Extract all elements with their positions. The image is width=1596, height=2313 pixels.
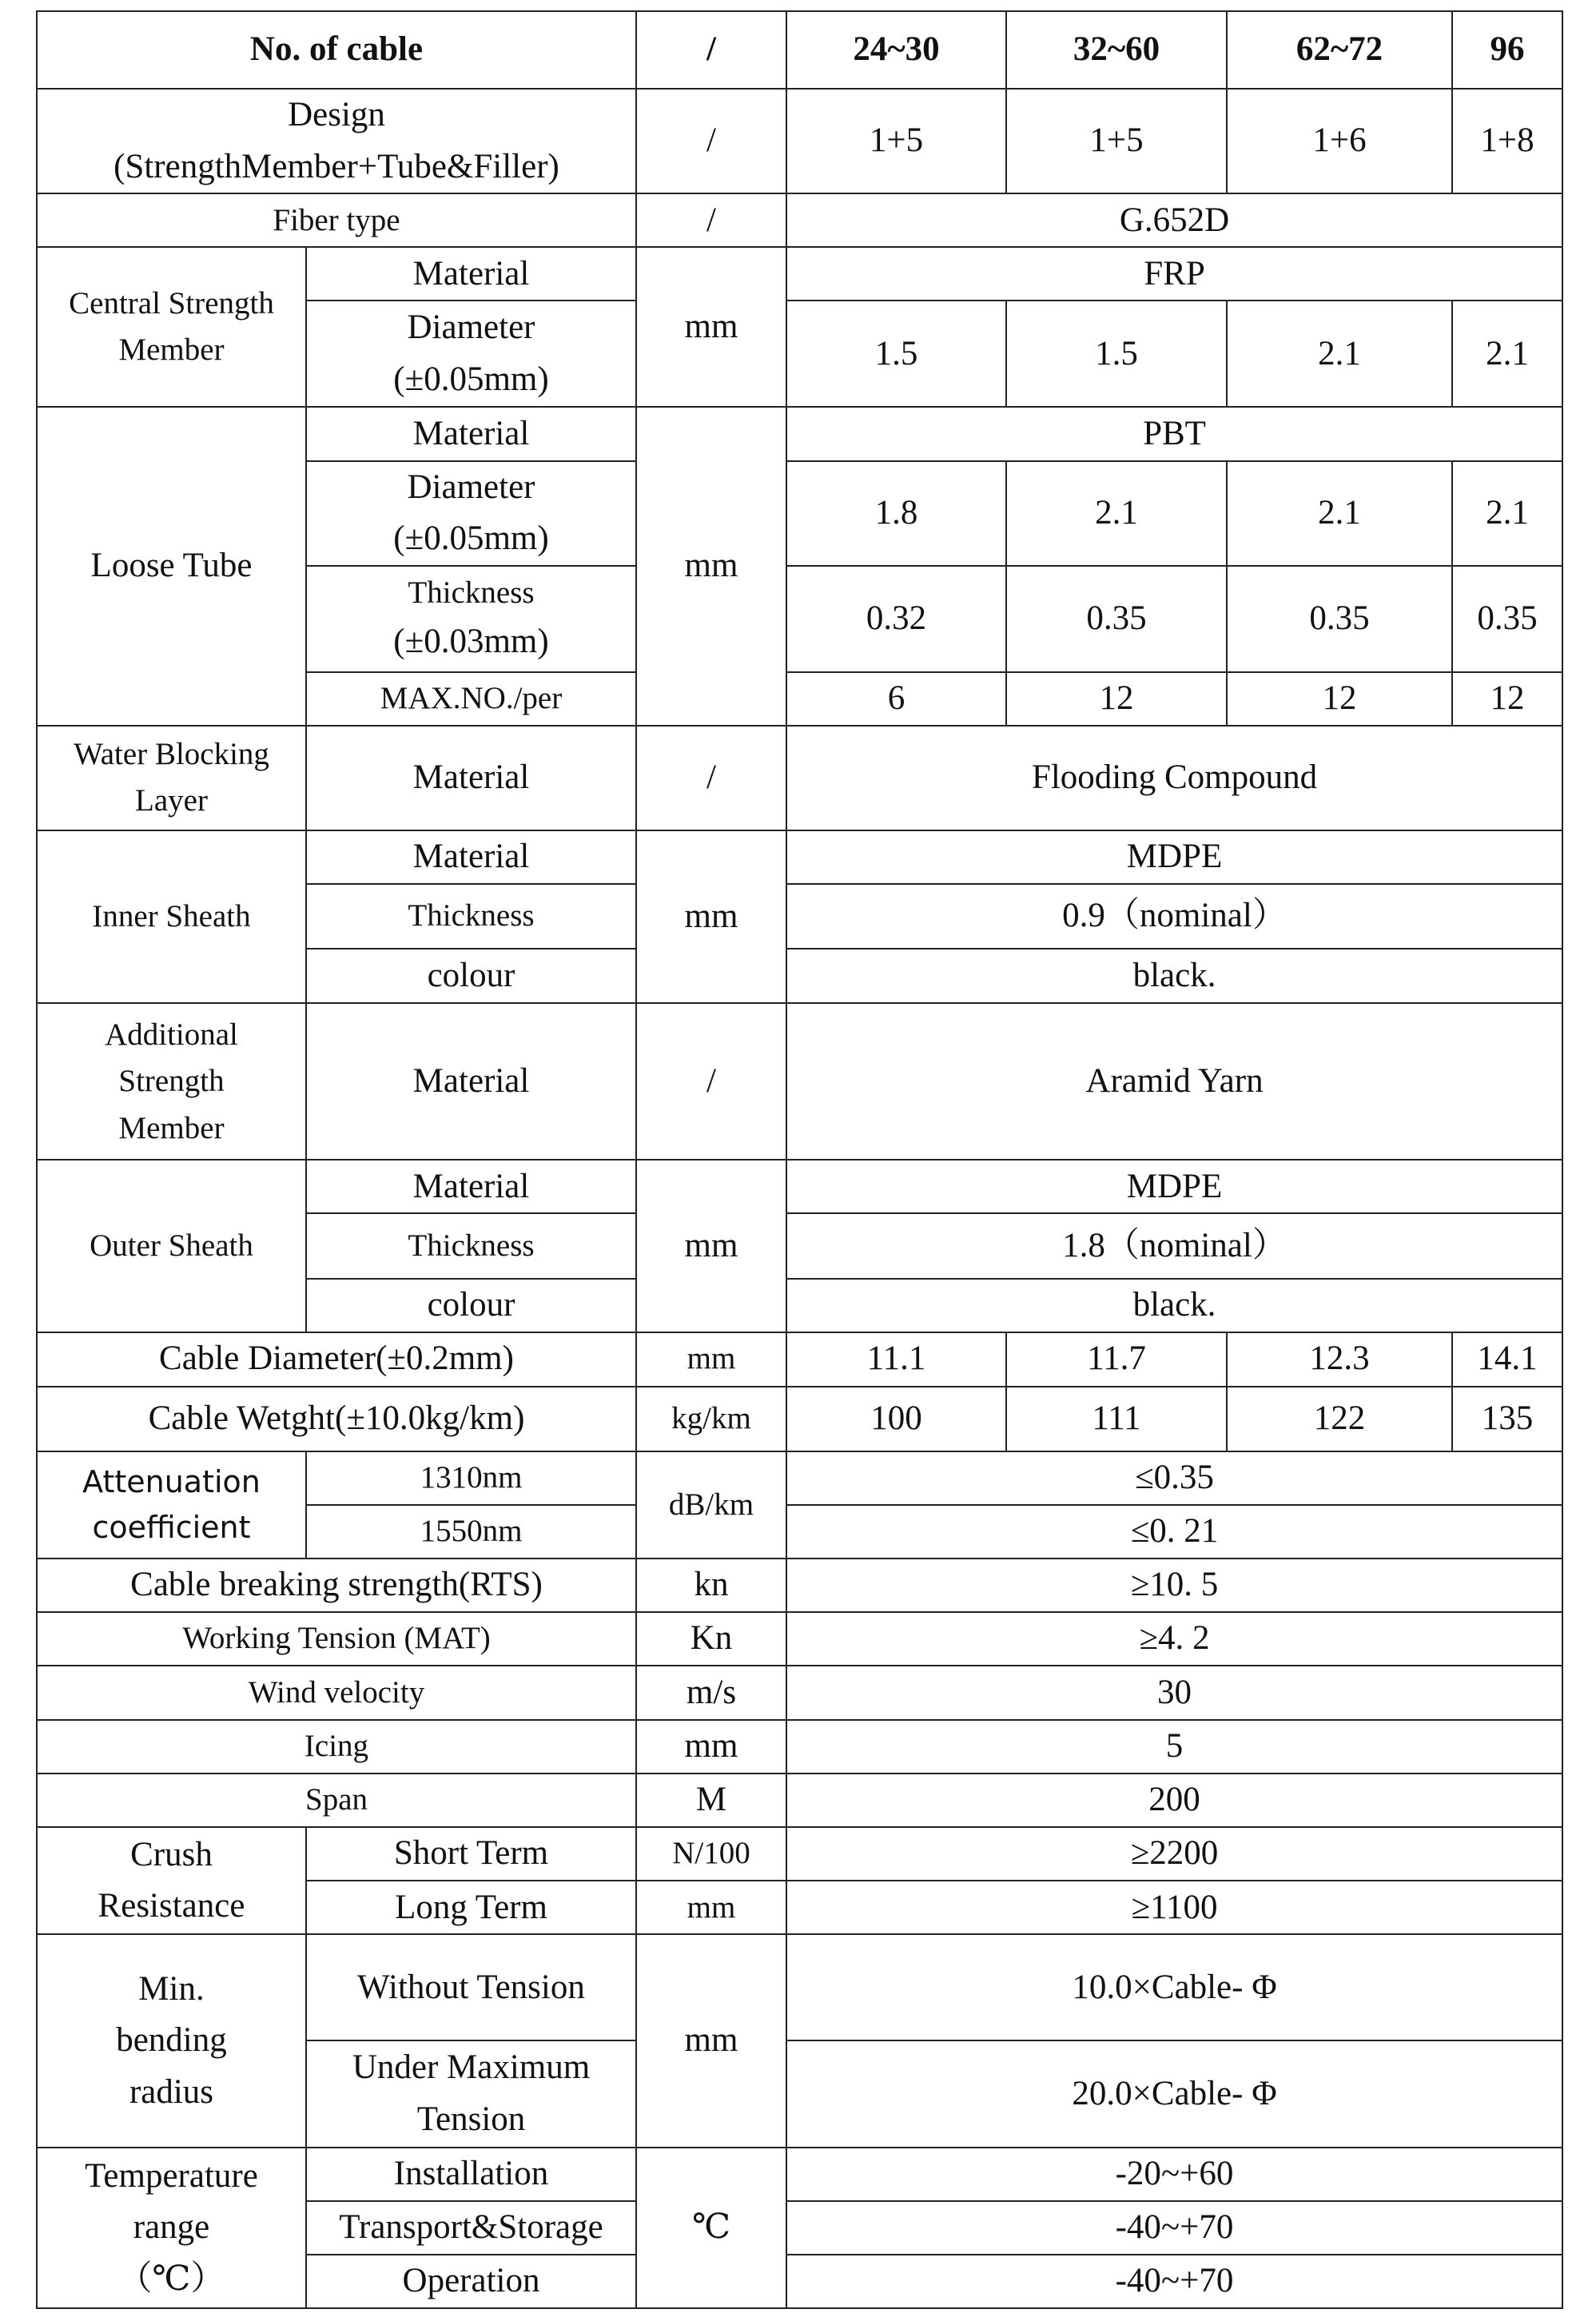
table-row-additional-strength [37, 1003, 1562, 1160]
bending-group-line1: Min. [138, 1969, 205, 2008]
csm-unit: mm [636, 247, 786, 407]
os-unit: mm [636, 1160, 786, 1332]
lt-diameter-value-1: 1.8 [786, 461, 1006, 566]
bending-under-label [306, 2040, 636, 2147]
header-unit: / [636, 11, 786, 89]
temp-group-line2: range [133, 2208, 210, 2247]
csm-diameter-label [306, 301, 636, 407]
cable-diameter-unit: mm [636, 1332, 786, 1387]
table-row-header [37, 11, 1562, 89]
lt-maxno-value-2: 12 [1006, 672, 1227, 726]
breaking-value: ≥10. 5 [786, 1559, 1562, 1612]
lt-maxno-value-3: 12 [1227, 672, 1452, 726]
wb-material-label: Material [306, 726, 636, 830]
wb-group-line1: Water Blocking [74, 736, 269, 771]
header-col-4: 96 [1452, 11, 1562, 89]
fiber-type-unit: / [636, 193, 786, 247]
design-value-2: 1+5 [1006, 89, 1227, 193]
design-unit: / [636, 89, 786, 193]
span-unit: M [636, 1774, 786, 1827]
table-row-cable-diameter [37, 1332, 1562, 1387]
cable-weight-value-2: 111 [1006, 1387, 1227, 1451]
attenuation-group-line1: Attenuation [82, 1463, 261, 1499]
table-row-cable-weight [37, 1387, 1562, 1451]
os-material-label: Material [306, 1160, 636, 1213]
os-colour-value: black. [786, 1279, 1562, 1332]
asm-unit: / [636, 1003, 786, 1160]
attenuation-group-line2: coefficient [92, 1509, 251, 1545]
attenuation-1550-label: 1550nm [306, 1505, 636, 1559]
lt-thickness-value-1: 0.32 [786, 566, 1006, 672]
crush-short-label: Short Term [306, 1827, 636, 1881]
table-row-os-material [37, 1160, 1562, 1213]
csm-group-label [37, 247, 306, 407]
working-tension-unit: Kn [636, 1612, 786, 1666]
icing-unit: mm [636, 1720, 786, 1774]
temp-group-label [37, 2148, 306, 2308]
attenuation-1310-value: ≤0.35 [786, 1451, 1562, 1505]
bending-without-label: Without Tension [306, 1934, 636, 2040]
table-row-is-material [37, 830, 1562, 884]
asm-material-value: Aramid Yarn [786, 1003, 1562, 1160]
wb-group-line2: Layer [135, 783, 208, 818]
is-colour-label: colour [306, 949, 636, 1003]
csm-material-value: FRP [786, 247, 1562, 301]
design-value-1: 1+5 [786, 89, 1006, 193]
table-row-wind-velocity [37, 1666, 1562, 1720]
table-row-water-blocking [37, 726, 1562, 830]
os-thickness-label: Thickness [306, 1213, 636, 1278]
attenuation-1310-label: 1310nm [306, 1451, 636, 1505]
crush-group-line1: Crush [130, 1835, 213, 1873]
breaking-unit: kn [636, 1559, 786, 1612]
design-value-4: 1+8 [1452, 89, 1562, 193]
csm-group-line1: Central Strength [69, 285, 274, 320]
lt-maxno-value-1: 6 [786, 672, 1006, 726]
lt-diameter-line2: (±0.05mm) [393, 520, 549, 558]
lt-group-label: Loose Tube [37, 407, 306, 725]
attenuation-1550-value: ≤0. 21 [786, 1505, 1562, 1559]
is-thickness-label: Thickness [306, 884, 636, 949]
csm-diameter-value-1: 1.5 [786, 301, 1006, 407]
is-group-label: Inner Sheath [37, 830, 306, 1003]
lt-maxno-label: MAX.NO./per [306, 672, 636, 726]
bending-group-label [37, 1934, 306, 2147]
csm-diameter-value-4: 2.1 [1452, 301, 1562, 407]
crush-long-value: ≥1100 [786, 1881, 1562, 1934]
is-colour-value: black. [786, 949, 1562, 1003]
crush-group-line2: Resistance [98, 1887, 245, 1925]
attenuation-unit: dB/km [636, 1451, 786, 1559]
crush-short-unit: N/100 [636, 1827, 786, 1881]
asm-group-label [37, 1003, 306, 1160]
os-material-value: MDPE [786, 1160, 1562, 1213]
table-row-span [37, 1774, 1562, 1827]
cable-weight-value-1: 100 [786, 1387, 1006, 1451]
header-label: No. of cable [37, 11, 636, 89]
cable-weight-value-4: 135 [1452, 1387, 1562, 1451]
wb-unit: / [636, 726, 786, 830]
temp-transport-value: -40~+70 [786, 2201, 1562, 2255]
bending-group-line3: radius [129, 2072, 214, 2111]
bending-under-value: 20.0×Cable- Φ [786, 2040, 1562, 2147]
lt-diameter-value-3: 2.1 [1227, 461, 1452, 566]
csm-diameter-line2: (±0.05mm) [393, 360, 549, 398]
asm-group-line3: Member [118, 1110, 225, 1145]
temp-group-line1: Temperature [85, 2156, 258, 2195]
lt-thickness-value-4: 0.35 [1452, 566, 1562, 672]
attenuation-group-label [37, 1451, 306, 1559]
csm-diameter-value-2: 1.5 [1006, 301, 1227, 407]
breaking-label: Cable breaking strength(RTS) [37, 1559, 636, 1612]
table-row-attenuation-1310 [37, 1451, 1562, 1505]
wind-value: 30 [786, 1666, 1562, 1720]
csm-material-label: Material [306, 247, 636, 301]
wind-unit: m/s [636, 1666, 786, 1720]
lt-unit: mm [636, 407, 786, 725]
asm-group-line2: Strength [118, 1064, 225, 1099]
fiber-type-value: G.652D [786, 193, 1562, 247]
os-thickness-value: 1.8（nominal） [786, 1213, 1562, 1278]
wind-label: Wind velocity [37, 1666, 636, 1720]
lt-thickness-label [306, 566, 636, 672]
lt-material-label: Material [306, 407, 636, 460]
temp-install-label: Installation [306, 2148, 636, 2201]
table-row-lt-material [37, 407, 1562, 460]
is-material-value: MDPE [786, 830, 1562, 884]
icing-label: Icing [37, 1720, 636, 1774]
csm-group-line2: Member [118, 332, 225, 368]
lt-diameter-label [306, 461, 636, 566]
temp-operation-value: -40~+70 [786, 2255, 1562, 2308]
design-label-line1: Design [288, 96, 385, 134]
table-row-breaking-strength [37, 1559, 1562, 1612]
cable-diameter-value-2: 11.7 [1006, 1332, 1227, 1387]
bending-unit: mm [636, 1934, 786, 2147]
lt-material-value: PBT [786, 407, 1562, 460]
lt-thickness-line1: Thickness [408, 575, 535, 610]
asm-group-line1: Additional [105, 1017, 238, 1052]
working-tension-label: Working Tension (MAT) [37, 1612, 636, 1666]
header-col-1: 24~30 [786, 11, 1006, 89]
crush-group-label [37, 1827, 306, 1934]
design-label [37, 89, 636, 193]
fiber-type-label: Fiber type [37, 193, 636, 247]
csm-diameter-line1: Diameter [407, 309, 535, 347]
temp-operation-label: Operation [306, 2255, 636, 2308]
lt-thickness-line2: (±0.03mm) [393, 623, 549, 661]
cable-weight-unit: kg/km [636, 1387, 786, 1451]
cable-diameter-label: Cable Diameter(±0.2mm) [37, 1332, 636, 1387]
table-row-bending-without [37, 1934, 1562, 2040]
working-tension-value: ≥4. 2 [786, 1612, 1562, 1666]
lt-diameter-value-4: 2.1 [1452, 461, 1562, 566]
csm-diameter-value-3: 2.1 [1227, 301, 1452, 407]
table-row-temp-installation [37, 2148, 1562, 2201]
span-label: Span [37, 1774, 636, 1827]
is-unit: mm [636, 830, 786, 1003]
temp-group-line3: （℃） [117, 2259, 225, 2298]
design-label-line2: (StrengthMember+Tube&Filler) [113, 147, 559, 185]
design-value-3: 1+6 [1227, 89, 1452, 193]
is-thickness-value: 0.9（nominal） [786, 884, 1562, 949]
bending-under-line1: Under Maximum [352, 2048, 591, 2087]
bending-under-line2: Tension [416, 2100, 526, 2138]
bending-without-value: 10.0×Cable- Φ [786, 1934, 1562, 2040]
os-group-label: Outer Sheath [37, 1160, 306, 1332]
table-row-design [37, 89, 1562, 193]
is-material-label: Material [306, 830, 636, 884]
bending-group-line2: bending [116, 2021, 227, 2060]
wb-group-label [37, 726, 306, 830]
table-row-working-tension [37, 1612, 1562, 1666]
cable-weight-value-3: 122 [1227, 1387, 1452, 1451]
wb-material-value: Flooding Compound [786, 726, 1562, 830]
crush-long-label: Long Term [306, 1881, 636, 1934]
span-value: 200 [786, 1774, 1562, 1827]
header-col-3: 62~72 [1227, 11, 1452, 89]
lt-thickness-value-2: 0.35 [1006, 566, 1227, 672]
header-col-2: 32~60 [1006, 11, 1227, 89]
os-colour-label: colour [306, 1279, 636, 1332]
icing-value: 5 [786, 1720, 1562, 1774]
lt-diameter-value-2: 2.1 [1006, 461, 1227, 566]
temp-unit: ℃ [636, 2148, 786, 2308]
cable-diameter-value-3: 12.3 [1227, 1332, 1452, 1387]
temp-install-value: -20~+60 [786, 2148, 1562, 2201]
crush-short-value: ≥2200 [786, 1827, 1562, 1881]
cable-weight-label: Cable Wetght(±10.0kg/km) [37, 1387, 636, 1451]
cable-diameter-value-1: 11.1 [786, 1332, 1006, 1387]
table-row-icing [37, 1720, 1562, 1774]
temp-transport-label: Transport&Storage [306, 2201, 636, 2255]
table-row-csm-material [37, 247, 1562, 301]
cable-spec-table [36, 10, 1563, 2309]
asm-material-label: Material [306, 1003, 636, 1160]
table-row-fiber-type [37, 193, 1562, 247]
lt-maxno-value-4: 12 [1452, 672, 1562, 726]
crush-long-unit: mm [636, 1881, 786, 1934]
table-row-crush-short [37, 1827, 1562, 1881]
lt-thickness-value-3: 0.35 [1227, 566, 1452, 672]
lt-diameter-line1: Diameter [407, 468, 535, 506]
cable-diameter-value-4: 14.1 [1452, 1332, 1562, 1387]
